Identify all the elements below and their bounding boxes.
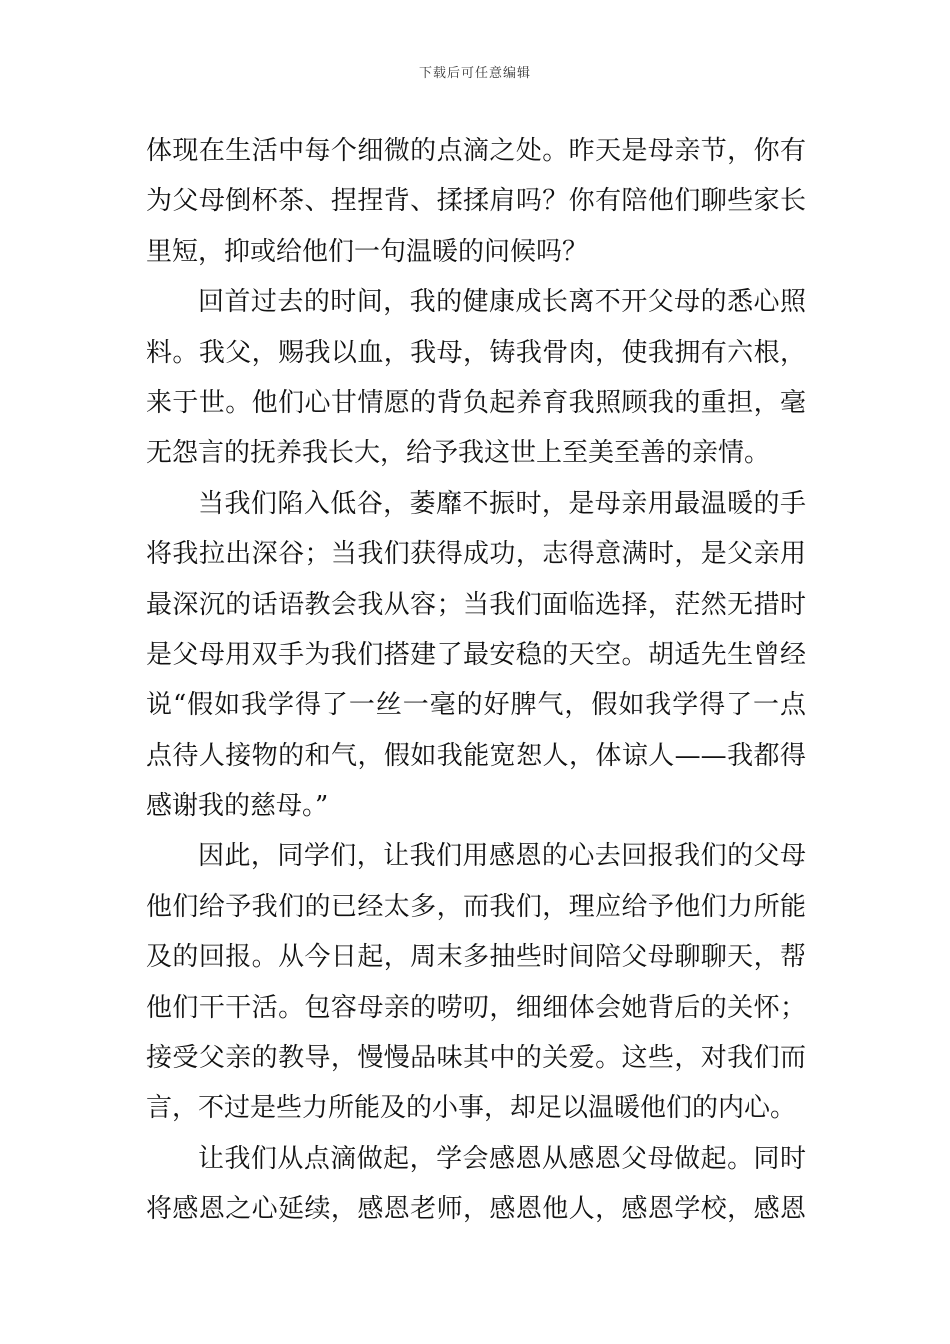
text-line: 为父母倒杯茶、捏捏背、揉揉肩吗？你有陪他们聊些家长 xyxy=(146,186,806,217)
text-line: 将感恩之心延续，感恩老师，感恩他人，感恩学校，感恩 xyxy=(146,1194,806,1225)
text-line: 里短，抑或给他们一句温暖的问候吗？ xyxy=(146,236,589,267)
text-line: 是父母用双手为我们搭建了最安稳的天空。胡适先生曾经 xyxy=(146,639,806,670)
text-line: 感谢我的慈母。” xyxy=(146,791,329,822)
text-line: 最深沉的话语教会我从容；当我们面临选择，茫然无措时 xyxy=(146,589,806,620)
text-line: 点待人接物的和气，假如我能宽恕人，体谅人——我都得 xyxy=(146,740,806,771)
text-line: 当我们陷入低谷，萎靡不振时，是母亲用最温暖的手 xyxy=(198,488,806,519)
text-line: 他们干干活。包容母亲的唠叨，细细体会她背后的关怀； xyxy=(146,992,806,1023)
text-line: 说“假如我学得了一丝一毫的好脾气，假如我学得了一点 xyxy=(146,690,806,721)
text-line: 及的回报。从今日起，周末多抽些时间陪父母聊聊天，帮 xyxy=(146,942,806,973)
text-line: 将我拉出深谷；当我们获得成功，志得意满时，是父亲用 xyxy=(146,539,806,570)
text-line: 回首过去的时间，我的健康成长离不开父母的悉心照 xyxy=(198,287,806,318)
text-line: 因此，同学们，让我们用感恩的心去回报我们的父母 xyxy=(198,841,806,872)
text-line: 言，不过是些力所能及的小事，却足以温暖他们的内心。 xyxy=(146,1093,797,1124)
text-line: 料。我父，赐我以血，我母，铸我骨肉，使我拥有六根， xyxy=(146,337,806,368)
page-header: 下载后可任意编辑 xyxy=(418,66,531,81)
text-line: 体现在生活中每个细微的点滴之处。昨天是母亲节，你有 xyxy=(146,136,806,166)
body-text xyxy=(146,126,806,1235)
text-line: 他们给予我们的已经太多，而我们，理应给予他们力所能 xyxy=(146,891,806,922)
text-line: 让我们从点滴做起，学会感恩从感恩父母做起。同时 xyxy=(198,1143,806,1174)
text-line: 接受父亲的教导，慢慢品味其中的关爱。这些，对我们而 xyxy=(146,1043,806,1074)
text-line: 无怨言的抚养我长大，给予我这世上至美至善的亲情。 xyxy=(146,438,771,469)
text-line: 来于世。他们心甘情愿的背负起养育我照顾我的重担，毫 xyxy=(146,387,806,418)
